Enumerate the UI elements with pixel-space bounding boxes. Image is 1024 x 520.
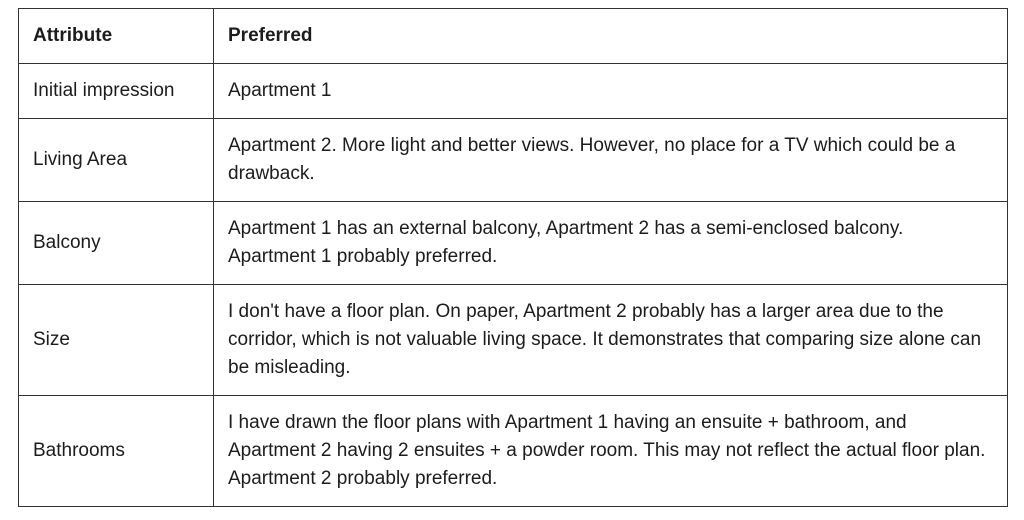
table-row [19,202,1008,285]
table-row [19,396,1008,507]
comparison-table-container [18,8,1008,507]
column-header-preferred: Preferred [214,9,1008,64]
attribute-cell: Bathrooms [19,396,214,507]
column-header-attribute: Attribute [19,9,214,64]
preferred-cell: Apartment 2. More light and better views. However, no place for a TV which could be a drawback. [214,119,1008,202]
table-row [19,64,1008,119]
apartment-comparison-table [18,8,1008,507]
preferred-cell: Apartment 1 has an external balcony, Apartment 2 has a semi-enclosed balcony. Apartment 1 probably preferred. [214,202,1008,285]
preferred-cell: I don't have a floor plan. On paper, Apartment 2 probably has a larger area due to the corridor, which is not valuable living space. It demonstrates that comparing size alone can be misleading. [214,285,1008,396]
header-row [19,9,1008,64]
attribute-cell: Balcony [19,202,214,285]
preferred-cell: Apartment 1 [214,64,1008,119]
attribute-cell: Initial impression [19,64,214,119]
attribute-cell: Size [19,285,214,396]
table-row [19,285,1008,396]
attribute-cell: Living Area [19,119,214,202]
preferred-cell: I have drawn the floor plans with Apartment 1 having an ensuite + bathroom, and Apartment 2 having 2 ensuites + a powder room. This may not reflect the actual floor plan. Apartment 2 probably preferred. [214,396,1008,507]
table-row [19,119,1008,202]
